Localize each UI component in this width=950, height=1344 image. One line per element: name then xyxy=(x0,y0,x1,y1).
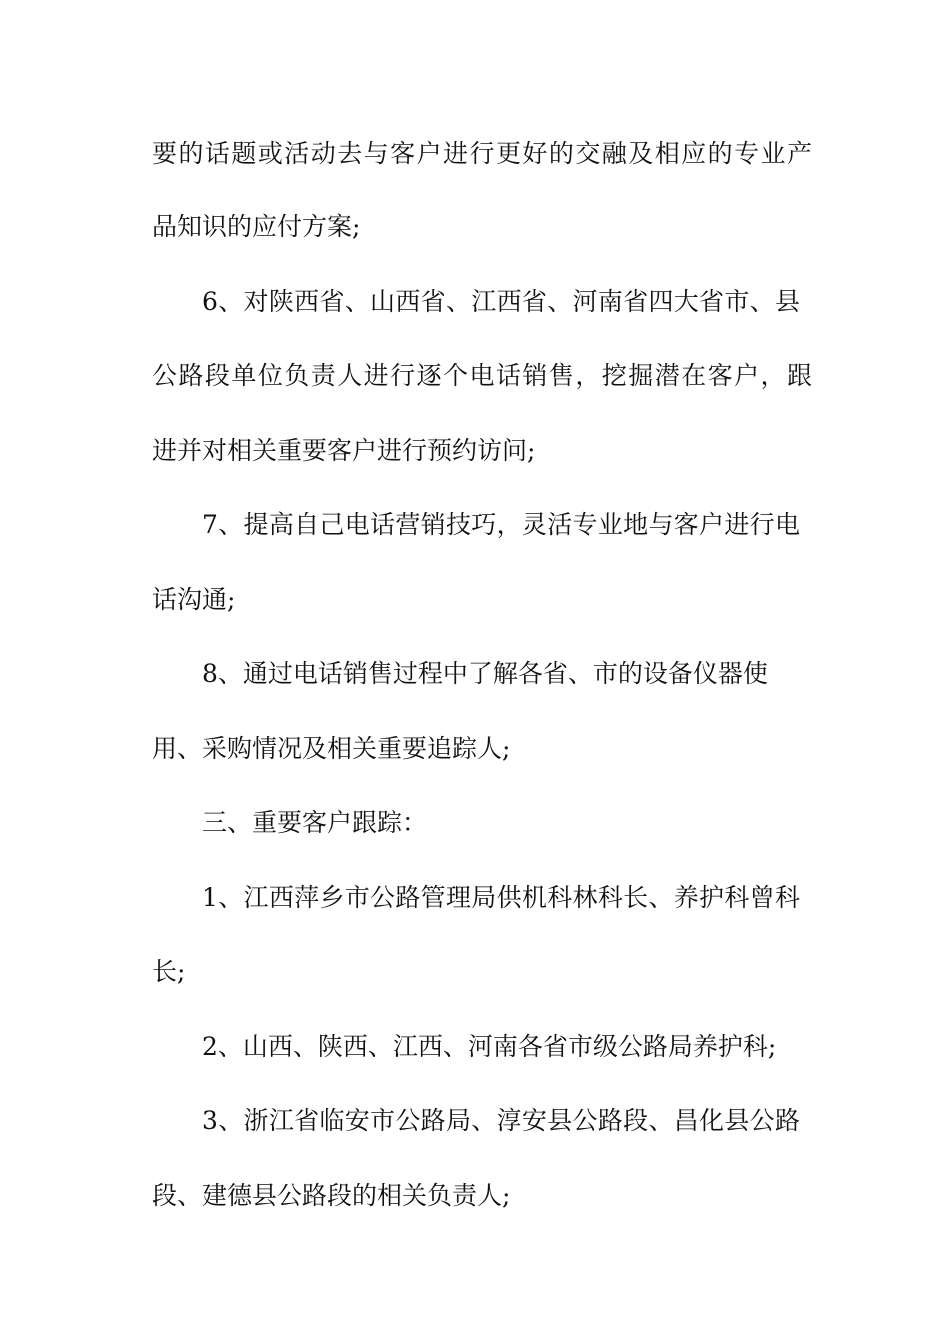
text-line: 7、提高自己电话营销技巧，灵活专业地与客户进行电 xyxy=(202,510,800,539)
text-line: 公路段单位负责人进行逐个电话销售，挖掘潜在客户，跟 xyxy=(152,361,812,390)
text-line: 1、江西萍乡市公路管理局供机科林科长、养护科曾科 xyxy=(202,883,800,912)
text-line: 长; xyxy=(152,957,186,986)
text-line: 2、山西、陕西、江西、河南各省市级公路局养护科; xyxy=(202,1032,777,1061)
text-line: 用、采购情况及相关重要追踪人; xyxy=(152,734,511,763)
text-line: 要的话题或活动去与客户进行更好的交融及相应的专业产 xyxy=(152,139,812,168)
text-line: 6、对陕西省、山西省、江西省、河南省四大省市、县 xyxy=(202,287,800,316)
text-line: 段、建德县公路段的相关负责人; xyxy=(152,1181,511,1210)
section-heading: 三、重要客户跟踪： xyxy=(202,808,428,837)
text-line: 3、浙江省临安市公路局、淳安县公路段、昌化县公路 xyxy=(202,1106,800,1135)
text-line: 话沟通; xyxy=(152,585,236,614)
text-line: 进并对相关重要客户进行预约访问; xyxy=(152,436,536,465)
text-line: 8、通过电话销售过程中了解各省、市的设备仪器使 xyxy=(202,659,768,688)
text-line: 品知识的应付方案; xyxy=(152,212,361,241)
